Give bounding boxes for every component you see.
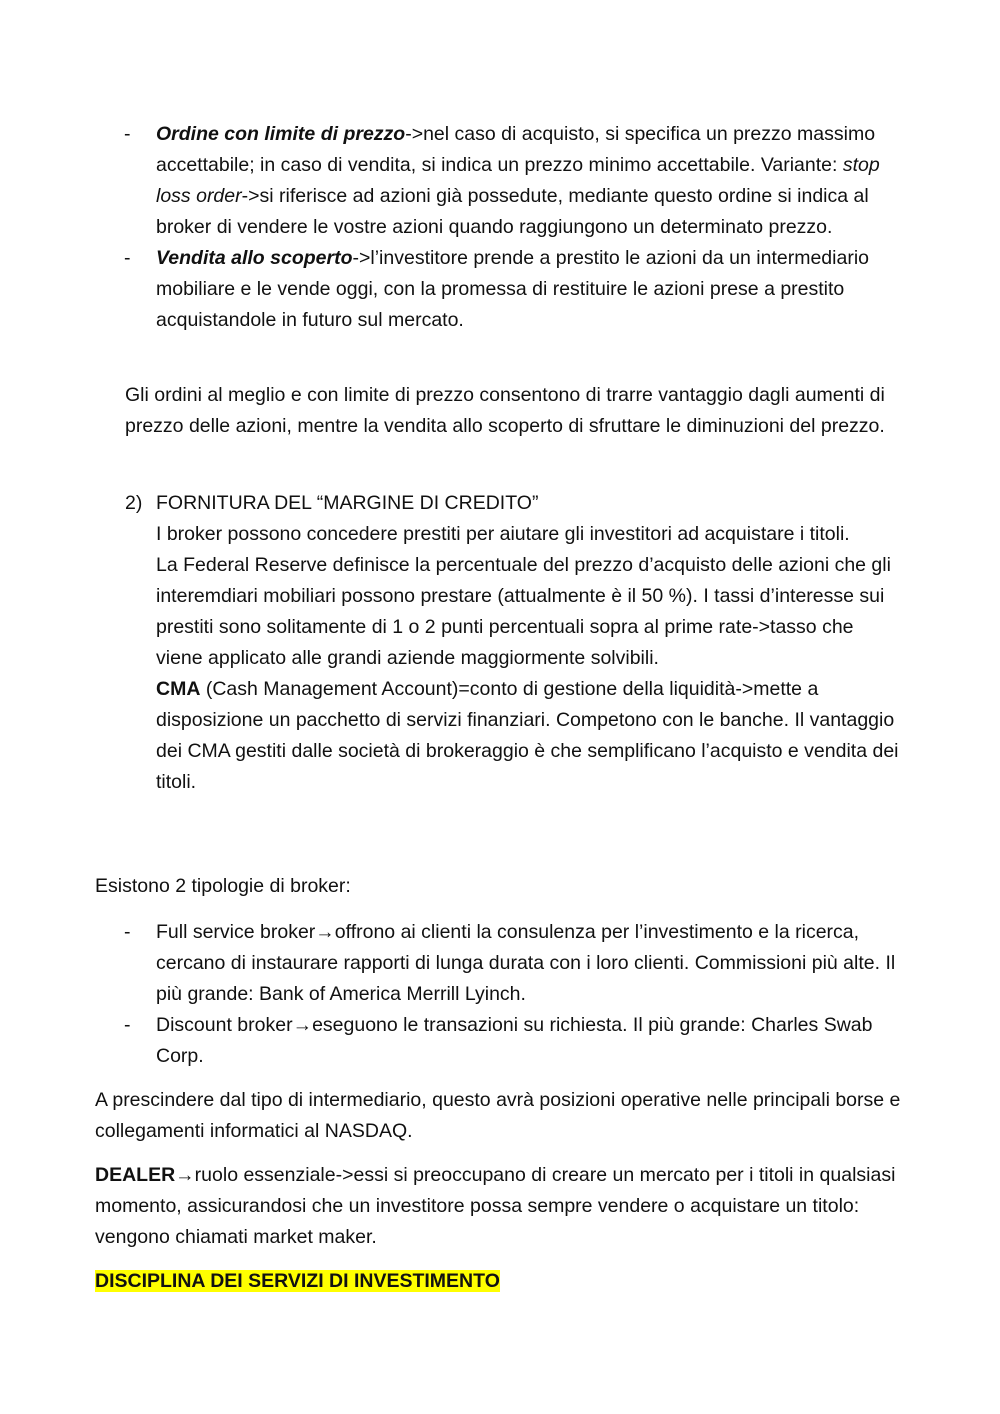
- section-paragraph-1: I broker possono concedere prestiti per aiutare gli investitori ad acquistare i titoli.: [156, 523, 850, 545]
- section-heading: FORNITURA DEL “MARGINE DI CREDITO”: [156, 492, 539, 514]
- highlighted-heading: DISCIPLINA DEI SERVIZI DI INVESTIMENTO: [95, 1270, 500, 1292]
- section-number: 2): [125, 492, 143, 514]
- cma-text: (Cash Management Account)=conto di gestione della liquidità->mette a disposizione un pacchetto di servizi finanziari. Competono con le banche. Il vantaggio dei CMA gestiti dalle società di brokeraggio è che semplificano l’acquisto e vendita dei titoli.: [156, 678, 899, 793]
- list-item-discount: [95, 1010, 905, 1072]
- discount-text: eseguono le transazioni su richiesta. Il più grande: Charles Swab Corp.: [156, 1014, 873, 1067]
- full-service-text: offrono ai clienti la consulenza per l’investimento e la ricerca, cercano di instaurare rapporti di lunga durata con i loro clienti. Commissioni più alte. Il più grande: Bank of America Merrill Lyinch.: [156, 921, 896, 1005]
- term-short-sale: Vendita allo scoperto: [156, 247, 353, 269]
- heading-disciplina: [95, 1266, 905, 1297]
- list-dash: -: [124, 247, 131, 269]
- arrow-right-icon: →: [315, 921, 335, 943]
- term-cma: CMA: [156, 678, 201, 700]
- dealer-text: ruolo essenziale->essi si preoccupano di creare un mercato per i titoli in qualsiasi momento, assicurandosi che un investitore possa sempre vendere o acquistare un titolo: vengono chiamati market maker.: [95, 1164, 896, 1248]
- paragraph-orders: Gli ordini al meglio e con limite di prezzo consentono di trarre vantaggio dagli aumenti di prezzo delle azioni, mentre la vendita allo scoperto di sfruttare le diminuzioni del prezzo.: [125, 384, 885, 437]
- term-limit-order: Ordine con limite di prezzo: [156, 123, 406, 145]
- section-margin-credit: [95, 488, 905, 798]
- term-full-service: Full service broker: [156, 921, 316, 943]
- paragraph-intermediary: A prescindere dal tipo di intermediario, questo avrà posizioni operative nelle principali borse e collegamenti informatici al NASDAQ.: [95, 1089, 901, 1142]
- term-stop-loss: stop loss order: [156, 154, 880, 207]
- arrow-right-icon: →: [175, 1164, 195, 1186]
- short-sale-text: ->l’investitore prende a prestito le azioni da un intermediario mobiliare e le vende oggi, con la promessa di restituire le azioni prese a prestito acquistandole in futuro sul mercato.: [156, 247, 869, 331]
- list-dash: -: [124, 1014, 131, 1036]
- term-discount: Discount broker: [156, 1014, 293, 1036]
- limit-order-text-b: ->si riferisce ad azioni già possedute, mediante questo ordine si indica al broker di vendere le vostre azioni quando raggiungono un determinato prezzo.: [156, 185, 869, 238]
- term-dealer: DEALER: [95, 1164, 176, 1186]
- list-item-full-service: [95, 917, 905, 1010]
- list-item-short-sale: [95, 243, 905, 336]
- limit-order-text-a: ->nel caso di acquisto, si specifica un prezzo massimo accettabile; in caso di vendita, si indica un prezzo minimo accettabile. Variante:: [156, 123, 876, 176]
- paragraph-broker-types: Esistono 2 tipologie di broker:: [95, 875, 351, 897]
- list-dash: -: [124, 123, 131, 145]
- paragraph-dealer: [95, 1160, 905, 1253]
- list-item-limit-order: [95, 119, 905, 243]
- list-dash: -: [124, 921, 131, 943]
- broker-types-list: [95, 917, 905, 1072]
- section-paragraph-2: La Federal Reserve definisce la percentuale del prezzo d’acquisto delle azioni che gli interemdiari mobiliari possono prestare (attualmente è il 50 %). I tassi d’interesse sui prestiti sono solitamente di 1 o 2 punti percentuali sopra al prime rate->tasso che viene applicato alle grandi aziende maggiormente solvibili.: [156, 554, 891, 669]
- order-types-list: [95, 119, 905, 336]
- arrow-right-icon: →: [292, 1014, 313, 1036]
- section-paragraph-cma: [156, 674, 905, 798]
- section-2: [95, 488, 905, 798]
